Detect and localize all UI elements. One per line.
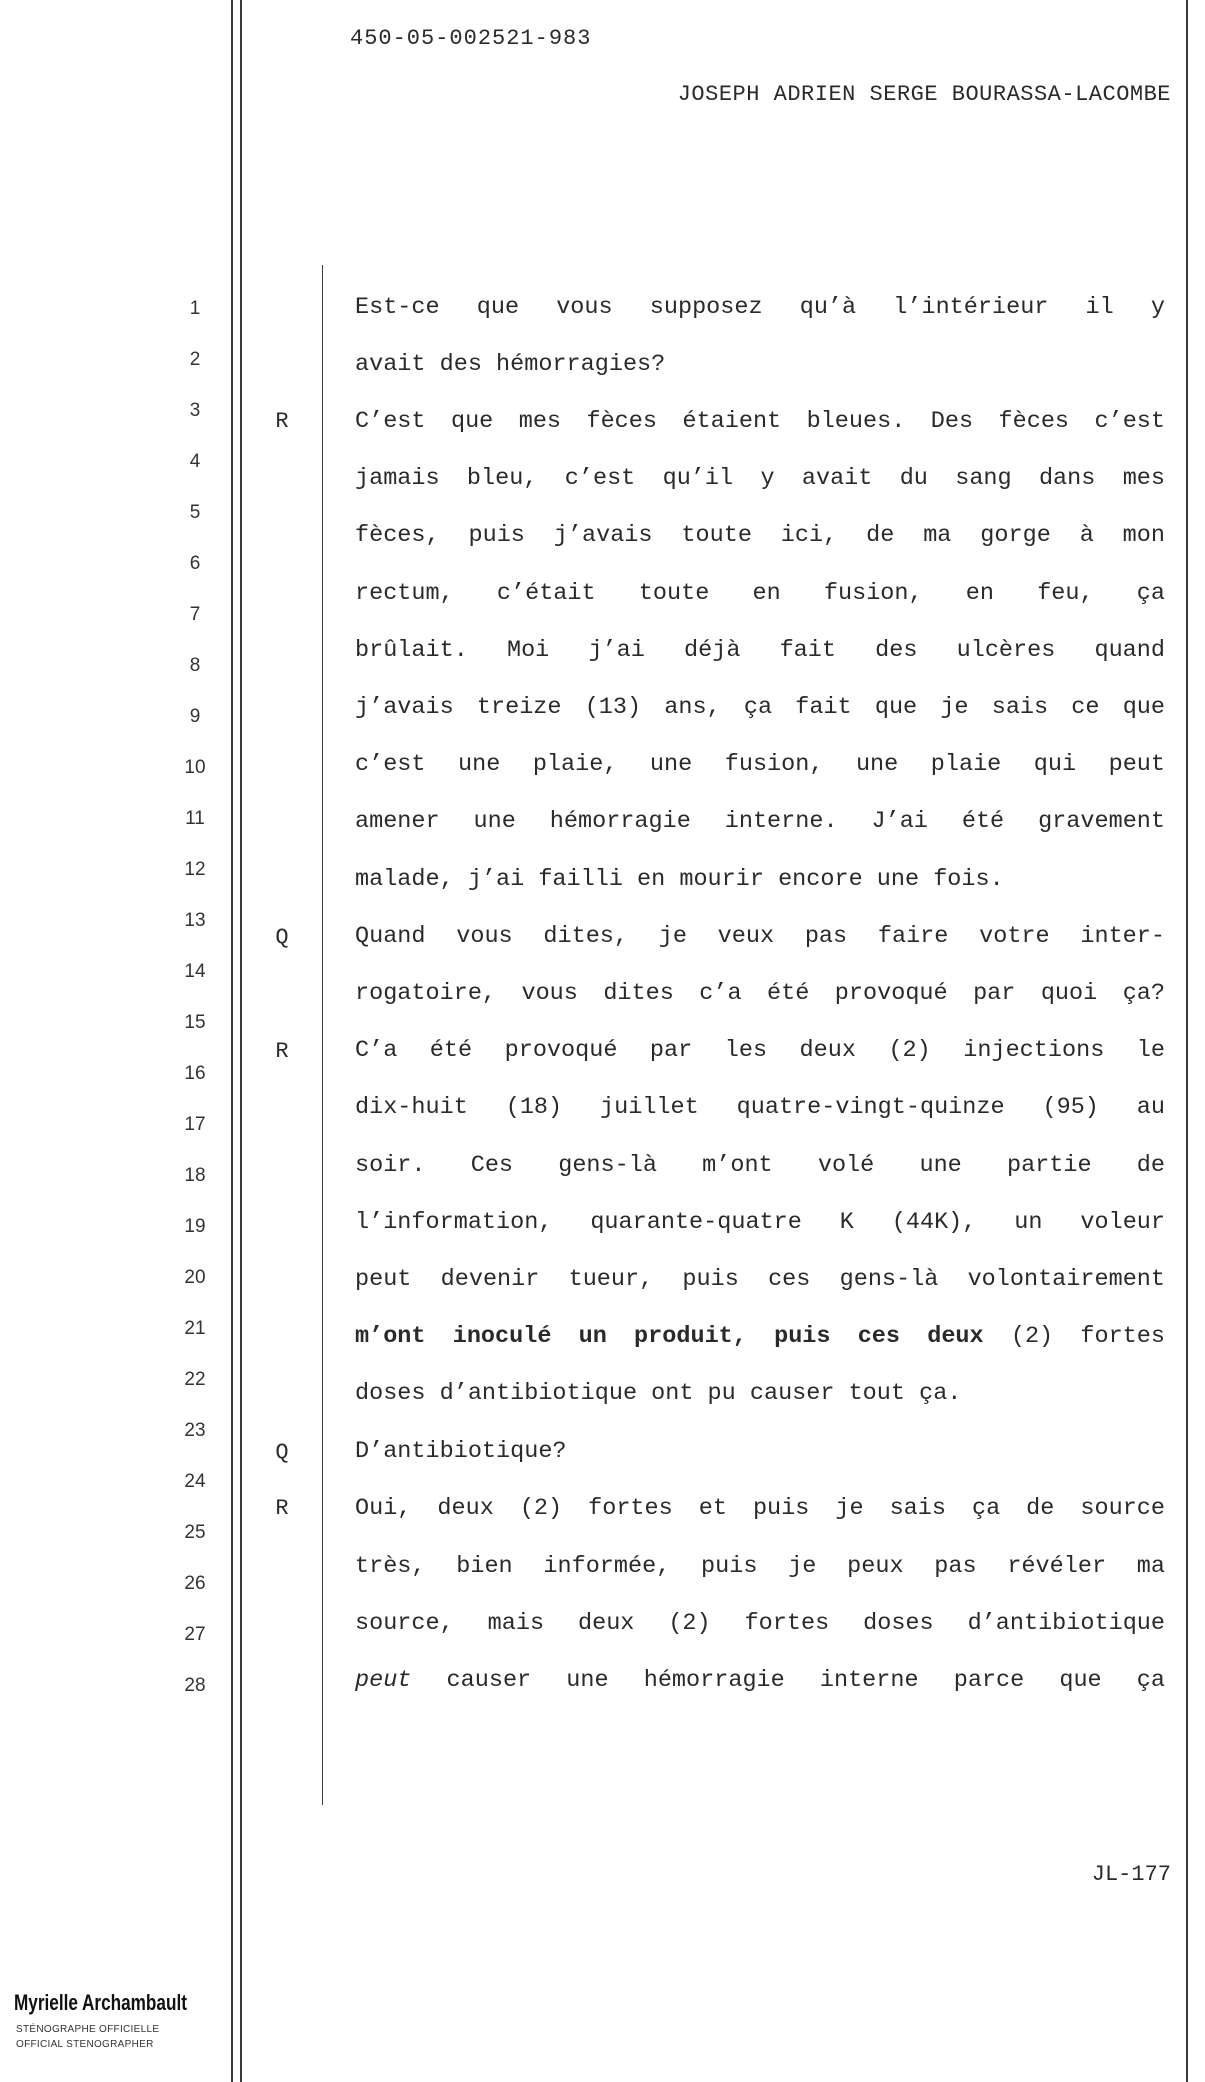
- left-margin-rule-2: [240, 0, 242, 2082]
- transcript-line: avait des hémorragies?: [355, 351, 666, 378]
- line-number: 6: [189, 553, 201, 574]
- transcript-line-bold-part: m’ont inoculé un produit, puis ces deux: [355, 1323, 984, 1350]
- line-number: 13: [184, 910, 206, 931]
- transcript-line: source, mais deux (2) fortes doses d’antibiotique: [355, 1610, 1165, 1637]
- transcript-line: rogatoire, vous dites c’a été provoqué par quoi ça?: [355, 980, 1165, 1007]
- transcript-line: malade, j’ai failli en mourir encore une fois.: [355, 866, 1004, 893]
- line-number: 7: [189, 604, 201, 625]
- speaker-label: R: [275, 1496, 289, 1521]
- witness-name: JOSEPH ADRIEN SERGE BOURASSA-LACOMBE: [677, 82, 1171, 107]
- transcript-line-italic-part: peut: [355, 1667, 412, 1694]
- transcript-line: brûlait. Moi j’ai déjà fait des ulcères quand: [355, 637, 1165, 664]
- stamp-title-en: OFFICIAL STENOGRAPHER: [16, 2039, 154, 2050]
- transcript-line: [355, 1667, 1165, 1694]
- transcript-line: C’a été provoqué par les deux (2) injections le: [355, 1037, 1165, 1064]
- transcript-line: rectum, c’était toute en fusion, en feu, ça: [355, 580, 1165, 607]
- speaker-label: R: [275, 1039, 289, 1064]
- right-margin-rule: [1186, 0, 1188, 2082]
- line-number: 22: [184, 1369, 206, 1390]
- speaker-label: R: [275, 409, 289, 434]
- line-number: 27: [184, 1624, 206, 1645]
- stamp-title-fr: STÉNOGRAPHE OFFICIELLE: [16, 2024, 160, 2035]
- line-number: 18: [184, 1165, 206, 1186]
- line-number: 12: [184, 859, 206, 880]
- page-code: JL-177: [1091, 1862, 1171, 1887]
- line-number: 4: [189, 451, 201, 472]
- speaker-label: Q: [275, 1440, 289, 1465]
- case-number: 450-05-002521-983: [350, 26, 592, 51]
- line-number: 20: [184, 1267, 206, 1288]
- line-number: 21: [184, 1318, 206, 1339]
- transcript-line: dix-huit (18) juillet quatre-vingt-quinze (95) au: [355, 1094, 1165, 1121]
- line-number: 1: [189, 298, 201, 319]
- transcript-line: D’antibiotique?: [355, 1438, 567, 1465]
- line-number: 14: [184, 961, 206, 982]
- stamp-name: Myrielle Archambault: [14, 1990, 187, 2015]
- left-margin-rule-1: [231, 0, 233, 2082]
- transcript-line-rest: causer une hémorragie interne parce que ça: [411, 1667, 1165, 1694]
- transcript-line: fèces, puis j’avais toute ici, de ma gorge à mon: [355, 522, 1165, 549]
- line-number: 9: [189, 706, 201, 727]
- transcript-line: [355, 1323, 1165, 1350]
- line-number: 23: [184, 1420, 206, 1441]
- line-number: 8: [189, 655, 201, 676]
- line-number: 19: [184, 1216, 206, 1237]
- line-number: 5: [189, 502, 201, 523]
- transcript-line: Est-ce que vous supposez qu’à l’intérieur il y: [355, 294, 1165, 321]
- speaker-label: Q: [275, 925, 289, 950]
- transcript-line: c’est une plaie, une fusion, une plaie qui peut: [355, 751, 1165, 778]
- line-number: 11: [185, 808, 205, 829]
- transcript-line: peut devenir tueur, puis ces gens-là volontairement: [355, 1266, 1165, 1293]
- line-number: 10: [184, 757, 206, 778]
- transcript-line: j’avais treize (13) ans, ça fait que je sais ce que: [355, 694, 1165, 721]
- transcript-line: Quand vous dites, je veux pas faire votre inter-: [355, 923, 1165, 950]
- line-number: 2: [189, 349, 201, 370]
- transcript-line: très, bien informée, puis je peux pas révéler ma: [355, 1553, 1165, 1580]
- transcript-line: doses d’antibiotique ont pu causer tout ça.: [355, 1380, 962, 1407]
- line-number: 16: [184, 1063, 206, 1084]
- transcript-line: Oui, deux (2) fortes et puis je sais ça de source: [355, 1495, 1165, 1522]
- line-number: 28: [184, 1675, 206, 1696]
- transcript-line: C’est que mes fèces étaient bleues. Des fèces c’est: [355, 408, 1165, 435]
- line-number: 25: [184, 1522, 206, 1543]
- line-number: 3: [189, 400, 201, 421]
- transcript-line: soir. Ces gens-là m’ont volé une partie de: [355, 1152, 1165, 1179]
- line-number: 17: [184, 1114, 206, 1135]
- line-number: 15: [184, 1012, 206, 1033]
- transcript-line: amener une hémorragie interne. J’ai été gravement: [355, 808, 1165, 835]
- speaker-column-rule: [322, 265, 323, 1805]
- transcript-line: jamais bleu, c’est qu’il y avait du sang dans mes: [355, 465, 1165, 492]
- line-number: 26: [184, 1573, 206, 1594]
- transcript-line: l’information, quarante-quatre K (44K), un voleur: [355, 1209, 1165, 1236]
- line-number: 24: [184, 1471, 206, 1492]
- transcript-line-rest: (2) fortes: [983, 1323, 1165, 1350]
